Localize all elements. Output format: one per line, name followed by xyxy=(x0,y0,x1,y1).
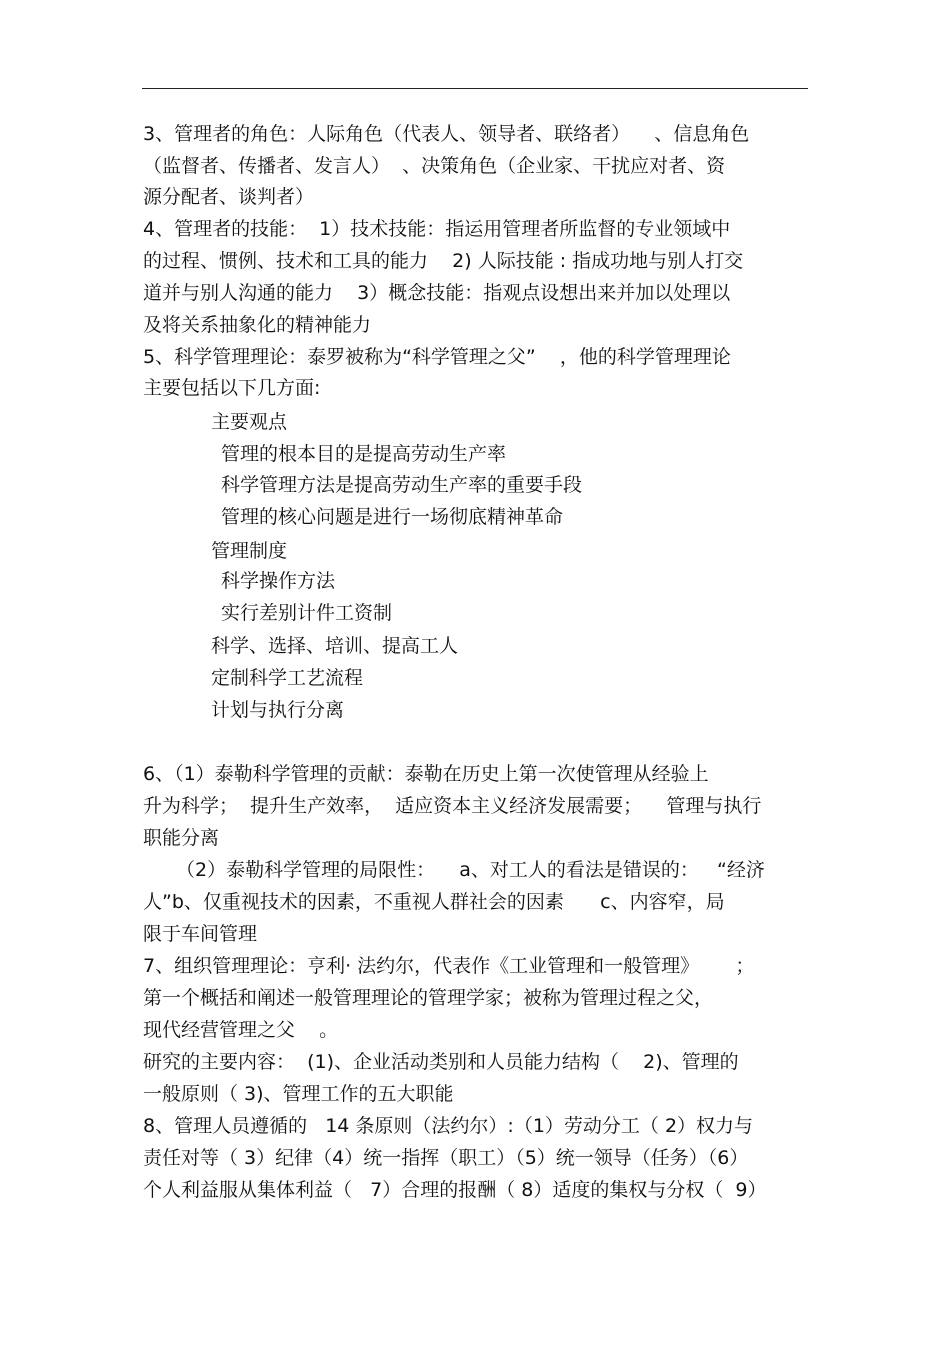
text-line: 7、组织管理理论：亨利· 法约尔，代表作《工业管理和一般管理》 ； xyxy=(143,955,755,977)
outline-heading: 主要观点 xyxy=(211,411,288,433)
text-line: 现代经营管理之父 。 xyxy=(143,1019,339,1041)
text-line: 研究的主要内容： (1)、企业活动类别和人员能力结构（ 2)、管理的 xyxy=(143,1051,739,1073)
text-line: 限于车间管理 xyxy=(143,923,258,945)
outline-item: 管理的根本目的是提高劳动生产率 xyxy=(221,443,507,465)
text-line: （2）泰勒科学管理的局限性： a、对工人的看法是错误的： “经济 xyxy=(176,859,765,881)
outline-heading: 科学、选择、培训、提高工人 xyxy=(211,635,459,657)
text-line: 主要包括以下几方面: xyxy=(143,377,321,399)
outline-heading: 定制科学工艺流程 xyxy=(211,667,364,689)
text-line: 责任对等（ 3）纪律（4）统一指挥（职工）（5）统一领导（任务）（6） xyxy=(143,1147,749,1169)
text-line: 第一个概括和阐述一般管理理论的管理学家；被称为管理过程之父， xyxy=(143,987,714,1009)
outline-heading: 管理制度 xyxy=(211,540,288,562)
text-line: 及将关系抽象化的精神能力 xyxy=(143,314,372,336)
text-line: 人”b、仅重视技术的因素，不重视人群社会的因素 c、内容窄，局 xyxy=(143,891,725,913)
text-line: 个人利益服从集体利益（ 7）合理的报酬（ 8）适度的集权与分权（ 9） xyxy=(143,1179,767,1201)
text-line: 5、科学管理理论：泰罗被称为“科学管理之父” ，他的科学管理理论 xyxy=(143,346,731,368)
text-line: 的过程、惯例、技术和工具的能力 2) 人际技能 : 指成功地与别人打交 xyxy=(143,250,744,272)
text-line: 8、管理人员遵循的 14 条原则（法约尔）:（1）劳动分工（ 2）权力与 xyxy=(143,1115,754,1137)
outline-item: 科学操作方法 xyxy=(221,570,336,592)
text-line: （监督者、传播者、发言人） 、决策角色（企业家、干扰应对者、资 xyxy=(143,155,726,177)
text-line: 6、（1）泰勒科学管理的贡献：泰勒在历史上第一次使管理从经验上 xyxy=(143,763,709,785)
outline-item: 管理的核心问题是进行一场彻底精神革命 xyxy=(221,506,564,528)
text-line: 源分配者、谈判者） xyxy=(143,186,315,208)
text-line: 3、管理者的角色：人际角色（代表人、领导者、联络者） 、信息角色 xyxy=(143,123,750,145)
text-line: 4、管理者的技能： 1）技术技能：指运用管理者所监督的专业领域中 xyxy=(143,218,731,240)
text-line: 一般原则（ 3)、管理工作的五大职能 xyxy=(143,1083,454,1105)
header-rule xyxy=(142,88,808,89)
text-line: 道并与别人沟通的能力 3）概念技能：指观点设想出来并加以处理以 xyxy=(143,282,731,304)
text-line: 升为科学； 提升生产效率， 适应资本主义经济发展需要； 管理与执行 xyxy=(143,795,762,817)
outline-heading: 计划与执行分离 xyxy=(211,699,345,721)
outline-item: 科学管理方法是提高劳动生产率的重要手段 xyxy=(221,474,583,496)
text-line: 职能分离 xyxy=(143,827,220,849)
outline-item: 实行差别计件工资制 xyxy=(221,602,393,624)
